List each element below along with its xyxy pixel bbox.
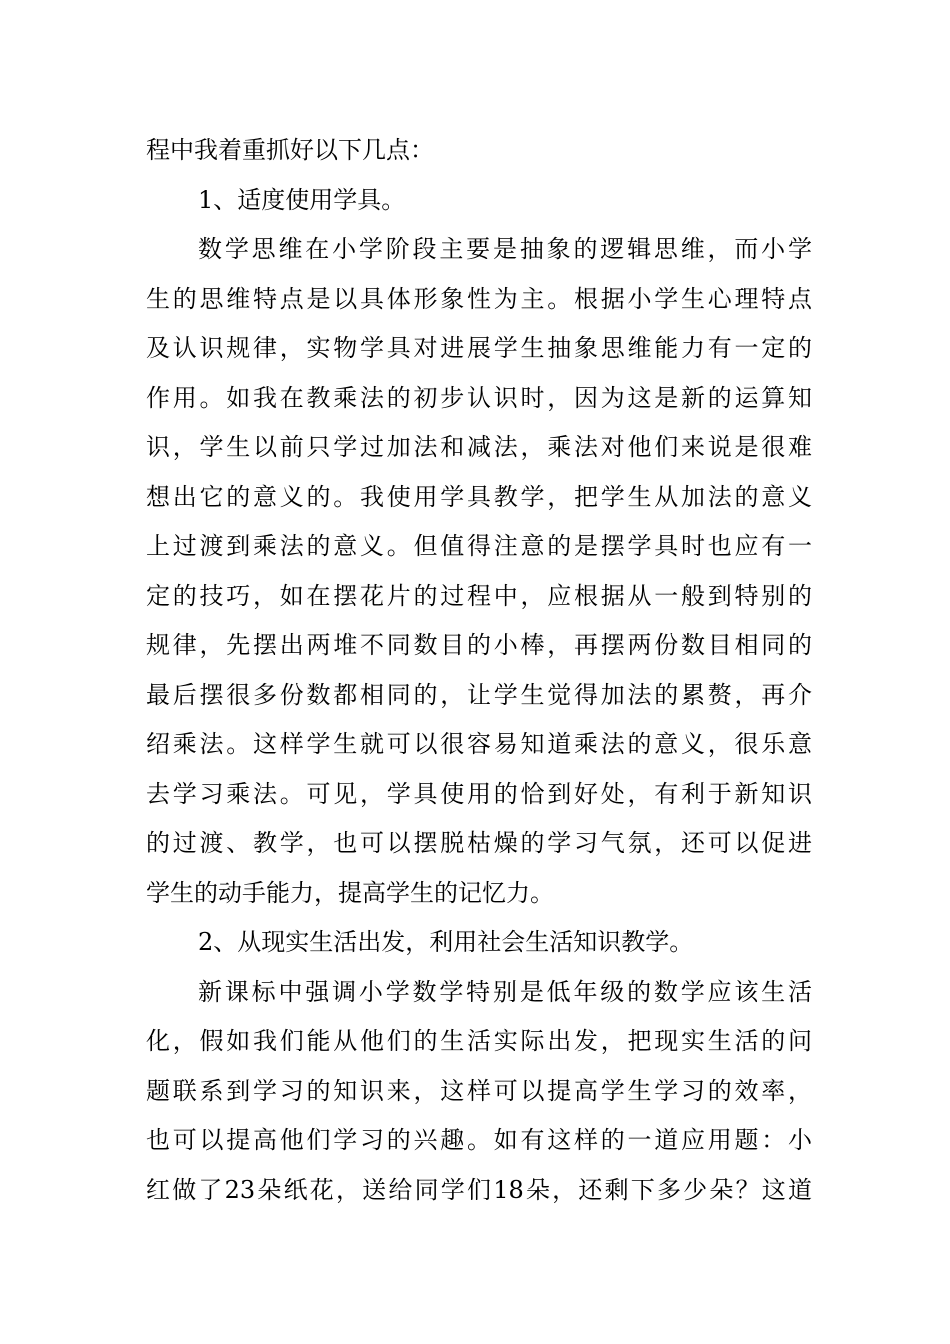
- text-line: 也可以提高他们学习的兴趣。如有这样的一道应用题：小: [146, 1126, 812, 1154]
- text-line: 最后摆很多份数都相同的，让学生觉得加法的累赘，再介: [146, 680, 812, 709]
- text-line: 化，假如我们能从他们的生活实际出发，把现实生活的问: [146, 1027, 812, 1055]
- text-line: 去学习乘法。可见，学具使用的恰到好处，有利于新知识: [146, 779, 812, 808]
- section-heading-2: 2、从现实生活出发，利用社会生活知识教学。: [198, 928, 694, 956]
- text-line: 程中我着重抓好以下几点：: [146, 136, 434, 164]
- document-body: [146, 126, 812, 1215]
- text-line: 定的技巧，如在摆花片的过程中，应根据从一般到特别的: [146, 581, 812, 610]
- text-line: 及认识规律，实物学具对进展学生抽象思维能力有一定的: [146, 334, 812, 362]
- text-line: 作用。如我在教乘法的初步认识时，因为这是新的运算知: [146, 383, 812, 412]
- text-line: 新课标中强调小学数学特别是低年级的数学应该生活: [198, 977, 812, 1006]
- text-line: 题联系到学习的知识来，这样可以提高学生学习的效率，: [146, 1076, 812, 1105]
- text-line: 学生的动手能力，提高学生的记忆力。: [146, 878, 554, 907]
- text-line: 规律，先摆出两堆不同数目的小棒，再摆两份数目相同的: [146, 631, 812, 659]
- text-line: 生的思维特点是以具体形象性为主。根据小学生心理特点: [146, 284, 812, 313]
- text-line: 识，学生以前只学过加法和减法，乘法对他们来说是很难: [146, 433, 812, 461]
- text-line: 绍乘法。这样学生就可以很容易知道乘法的意义，很乐意: [146, 730, 812, 758]
- text-line: 想出它的意义的。我使用学具教学，把学生从加法的意义: [146, 482, 812, 511]
- text-line: 上过渡到乘法的意义。但值得注意的是摆学具时也应有一: [146, 532, 812, 560]
- text-line: 红做了23朵纸花，送给同学们18朵，还剩下多少朵？这道: [146, 1175, 812, 1204]
- section-heading-1: 1、适度使用学具。: [198, 185, 406, 214]
- text-line: 数学思维在小学阶段主要是抽象的逻辑思维，而小学: [198, 235, 812, 263]
- text-line: 的过渡、教学，也可以摆脱枯燥的学习气氛，还可以促进: [146, 829, 812, 857]
